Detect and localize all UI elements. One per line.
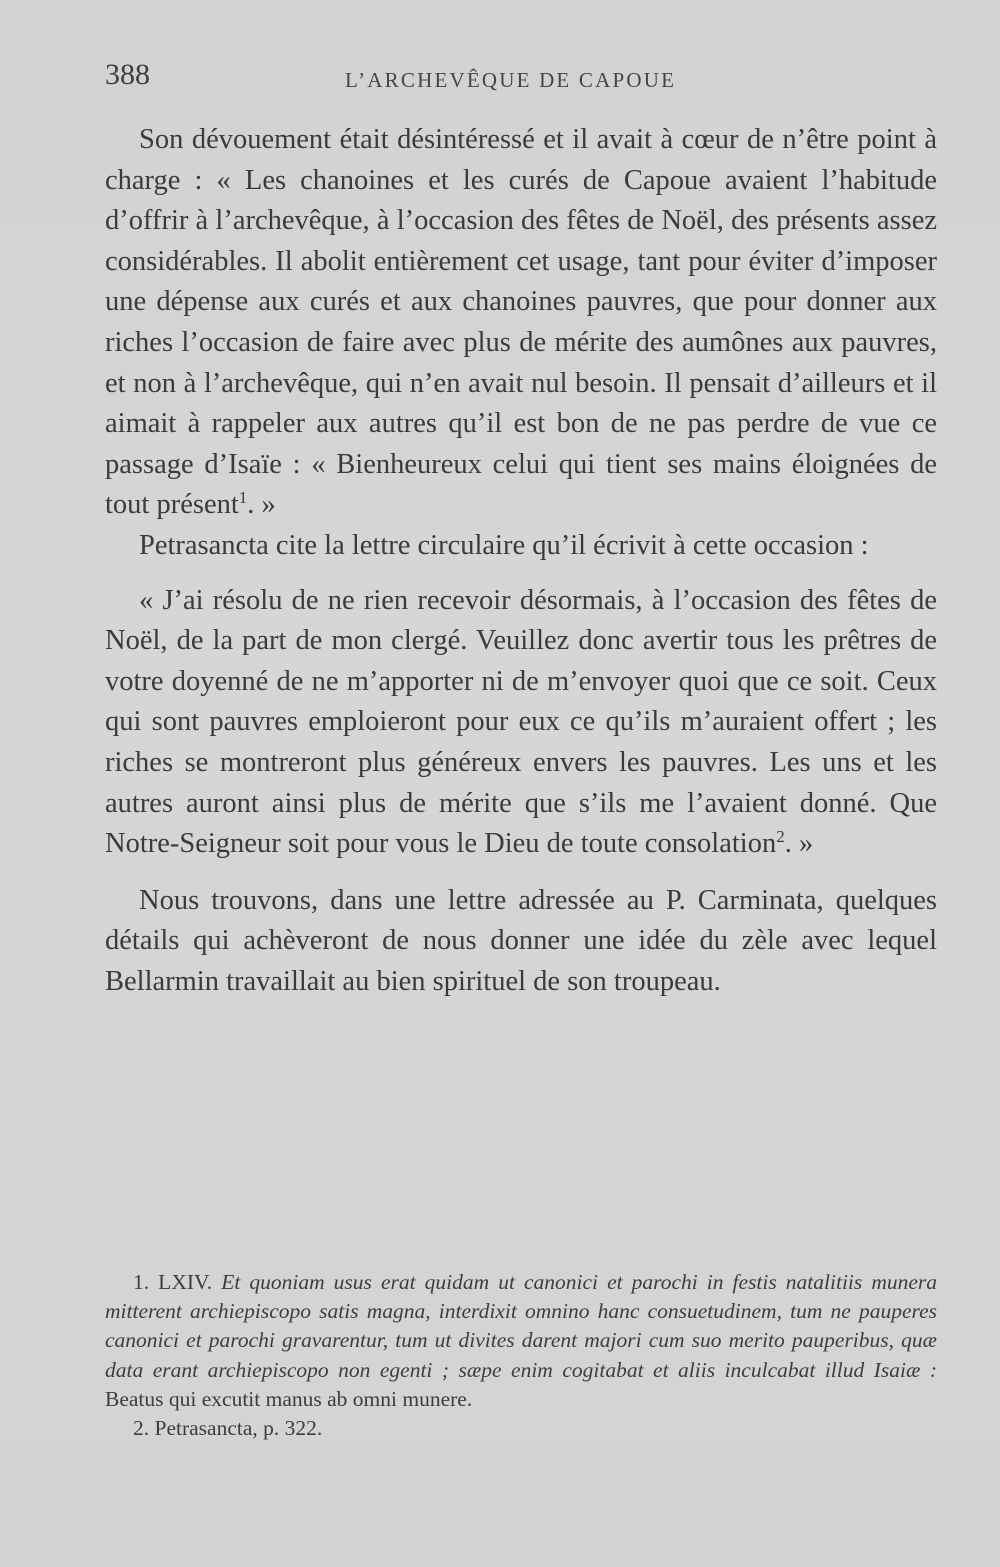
footnote-1-quote: Beatus qui excutit manus ab omni munere. [105,1386,473,1411]
paragraph-3-quote [105,581,937,865]
footnote-1-label: 1. LXIV. [133,1270,213,1294]
footnote-ref-1: 1 [238,488,248,508]
paragraph-1-text: Son dévouement était désintéressé et il avait à cœur de n’être point à charge : « Les chanoines et les curés de Capoue avaient l’habitude d’offrir à l’archevêque, à l’occasion des fêtes de Noël, des présents assez considérables. Il abolit entièrement cet usage, tant pour éviter d’imposer une dépense aux curés et aux chanoines pauvres, que pour donner aux riches l’occasion de faire avec plus de mérite des aumônes aux pauvres, et non à l’archevêque, qui n’en avait nul besoin. Il pensait d’ailleurs et il aimait à rappeler aux autres qu’il est bon de ne pas perdre de vue ce passage d’Isaïe : « Bienheureux celui qui tient ses mains éloignées de tout présent [105,124,937,521]
footnotes [105,1268,937,1443]
footnote-1 [105,1268,937,1414]
paragraph-1-end: . » [247,489,276,521]
footnote-1-latin: Et quoniam usus erat quidam ut canonici et parochi in festis natalitiis munera mitterent archiepiscopo satis magna, interdixit omnino hanc consuetudinem, tum ne pauperes canonici et parochi gravarentur, tum ut divites darent majori cum suo merito pauperibus, quæ data erant archiepiscopo non egenti ; sæpe enim cogitabat et aliis inculcabat illud Isaiæ : [105,1270,938,1382]
main-text [105,120,937,1002]
running-title: L’ARCHEVÊQUE DE CAPOUE [345,68,677,92]
page-header [105,58,935,98]
paragraph-4: Nous trouvons, dans une lettre adressée au P. Carminata, quelques détails qui achèveront de nous donner une idée du zèle avec lequel Bellarmin travaillait au bien spirituel de son troupeau. [105,884,937,997]
footnote-ref-2: 2 [776,827,785,847]
paragraph-2: Petrasancta cite la lettre circulaire qu’il écrivit à cette occasion : [139,529,869,561]
paragraph-1 [105,120,937,526]
footnote-2: 2. Petrasancta, p. 322. [133,1416,323,1441]
page-number: 388 [105,58,150,91]
paragraph-3-end: . » [784,828,814,860]
paragraph-3-text: « J’ai résolu de ne rien recevoir désormais, à l’occasion des fêtes de Noël, de la part de mon clergé. Veuillez donc avertir tous les prêtres de votre doyenné de ne m’apporter ni de m’envoyer quoi que ce soit. Ceux qui sont pauvres emploieront pour eux ce qu’ils m’auraient offert ; les riches se montreront plus généreux envers les pauvres. Les uns et les autres auront ainsi plus de mérite que s’ils me l’avaient donné. Que Notre-Seigneur soit pour vous le Dieu de toute consolation [105,584,937,860]
